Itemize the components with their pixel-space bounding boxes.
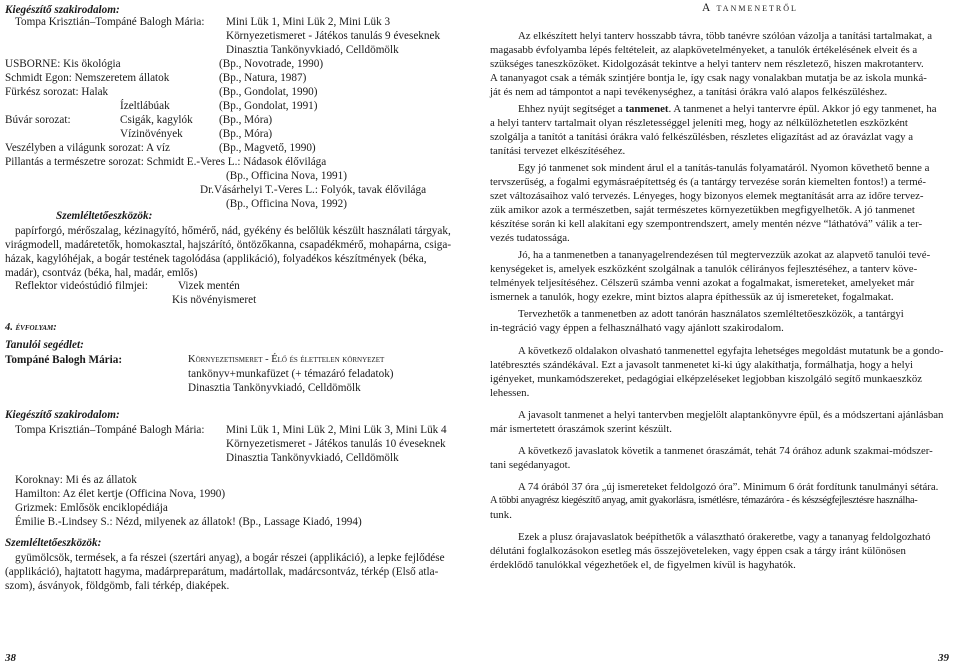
paragraph-line: érdeklődő tanulókkal végezhetőek el, de figyelmen kívül is hagyhatók. [490, 559, 796, 571]
paragraph-line: telmények teljesítéséhez. Célszerű számba venni azokat a fogalmakat, ismereteket, amelyeket már [490, 277, 915, 289]
heading-szemlelteto-eszkozok: Szemléltetőeszközök: [56, 210, 153, 222]
book-publisher: (Bp., Novotrade, 1990) [219, 58, 324, 70]
right-page [490, 0, 960, 666]
book-publisher: Dinasztia Tankönyvkiadó, Celldömölk [226, 452, 399, 464]
book-item: Koroknay: Mi és az állatok [15, 474, 137, 486]
book-item: USBORNE: Kis ökológia [5, 58, 121, 70]
paragraph-line: tunk. [490, 509, 512, 521]
book-series: Búvár sorozat: [5, 114, 71, 126]
book-item: Grizmek: Emlősök enciklopédiája [15, 502, 168, 514]
book-item: Veszélyben a világunk sorozat: A víz [5, 142, 170, 154]
paragraph-line: A 74 órából 37 óra „új ismereteket feldolgozó óra”. Minimum 6 órát fordítunk tanulmányi sétára. [518, 481, 939, 493]
paragraph-line: szükséges taneszközöket. Kidolgozását tekintve a helyi tanterv nem részletező, hiszen makrotanterv. [490, 58, 924, 70]
book-item: Dr.Vásárhelyi T.-Veres L.: Folyók, tavak élővilága [200, 184, 427, 196]
page-number: 39 [938, 652, 949, 664]
tools-text: (applikáció), hajtatott hagyma, madárpreparátum, madártollak, madárcsontváz, térkép (Első atla- [5, 566, 439, 578]
heading-evfolyam: 4. évfolyam: [5, 322, 57, 333]
paragraph-line: A következő oldalakon olvasható tanmenettel egyfajta lehetséges megoldást mutatunk be a gondo- [518, 345, 944, 357]
book-publisher: (Bp., Officina Nova, 1991) [226, 170, 347, 182]
left-page [0, 0, 470, 666]
segedlet-author: Tompáné Balogh Mária: [5, 354, 123, 366]
paragraph-line: Tervezhetők a tanmenetben az adott tanórán használatos szemléltetőeszközök, a tantárgyi [518, 308, 904, 320]
book-item: Fürkész sorozat: Halak [5, 86, 109, 98]
paragraph-line: A tananyagot csak a témák szintjére bontja le, így csak nagy vonalakban mutatja be az iskola munká- [490, 72, 927, 84]
book-item: Émilie B.-Lindsey S.: Nézd, milyenek az állatok! (Bp., Lassage Kiadó, 1994) [15, 516, 362, 528]
book-publisher: (Bp., Móra) [219, 128, 273, 140]
paragraph-line: ismernek a tanulók, hogy ezekre, mint biztos alapra építhessük az új ismereteket, fogalmakat. [490, 291, 894, 303]
book-item: Ízeltlábúak [120, 100, 170, 112]
tools-text: madár), csontváz (béka, hal, madár, emlős) [5, 267, 198, 279]
segedlet-publisher: Dinasztia Tankönyvkiadó, Celldömölk [188, 382, 361, 394]
paragraph-line: latébresztés szándékával. Ezt a javasolt tanmenetet ki-ki úgy alakíthatja, formálhatja, hogy a helyi [490, 359, 914, 371]
page-number: 38 [5, 652, 16, 664]
paragraph-line: vezés tudatossága. [490, 232, 570, 244]
paragraph-line: készítése során ki kell alakítani egy szempontrendszert, amely mentén nézve “láthatóvá” válik a ter- [490, 218, 923, 230]
book-item: Vízinövények [120, 128, 183, 140]
book-publisher: (Bp., Gondolat, 1990) [219, 86, 318, 98]
tools-text: virágmodell, madáretetők, homokasztal, hajszárító, öntözőkanna, csapadékmérő, mohapárna, csiga- [5, 239, 452, 251]
paragraph-line: A következő javaslatok követik a tanmenet óraszámát, tehát 74 órához adunk szakmai-módszer- [518, 445, 933, 457]
paragraph-line: kenységeket is, amelyek eszközként szolgálnak a tanulók célirányos fejlesztéséhez, a tanterv köve- [490, 263, 918, 275]
film-title: Kis növényismeret [172, 294, 257, 306]
book-author: Tompa Krisztián–Tompáné Balogh Mária: [15, 424, 205, 436]
paragraph-line: tervszerűség, a fogalmi egymásraépítettség és (a tantárgy tervezése során kiemelten fontos!) a termé- [490, 176, 926, 188]
paragraph-line [518, 102, 937, 116]
paragraph-line: Az elkészített helyi tanterv hosszabb távra, több tanévre szólóan vázolja a tanítási tartalmakat, a [518, 30, 933, 42]
book-publisher: (Bp., Magvető, 1990) [219, 142, 316, 154]
page-title: A tanmenetről [702, 2, 798, 14]
tools-text: házak, kagylóhéjak, a bogár testének tagolódása (applikáció), folyadékos készítmények (béka, [5, 253, 427, 265]
text-segment: Ehhez nyújt segítséget a [518, 103, 626, 115]
paragraph-line: Ezek a plusz órajavaslatok beépíthetők a választható órakeretbe, vagy a tananyag feldolgozható [518, 531, 931, 543]
heading-tanuloi-segedlet: Tanulói segédlet: [5, 339, 84, 351]
paragraph-line: Jó, ha a tanmenetben a tananyagelrendezésen túl megtervezzük azokat az alapvető tanulói tevé- [518, 249, 931, 261]
book-item: Hamilton: Az élet kertje (Officina Nova, 1990) [15, 488, 226, 500]
book-item: Pillantás a természetre sorozat: Schmidt E.-Veres L.: Nádasok élővilága [5, 156, 327, 168]
paragraph-line: tanítási tervezet elkészítéséhez. [490, 145, 626, 157]
book-title: Mini Lük 1, Mini Lük 2, Mini Lük 3, Mini Lük 4 [226, 424, 447, 436]
book-item: Schmidt Egon: Nemszeretem állatok [5, 72, 170, 84]
heading-szemlelteto-eszkozok-2: Szemléltetőeszközök: [5, 537, 102, 549]
paragraph-line: tani segédanyagot. [490, 459, 571, 471]
paragraph-line: szolgálja a tanítót a tanítási órákra való felkészülésben, részletes eligazítást ad az óravázlat vagy a [490, 131, 913, 143]
book-subtitle: Környezetismeret - Játékos tanulás 10 éveseknek [226, 438, 446, 450]
segedlet-subtitle: tankönyv+munkafüzet (+ témazáró feladatok) [188, 368, 394, 380]
paragraph-line: in-tegráció vagy éppen a felhasználható vagy ajánlott szakirodalom. [490, 322, 784, 334]
paragraph-line: szet változásaihoz való tervezés. Lényeges, hogy bizonyos elemek megtanítását arra az időre tervez- [490, 190, 924, 202]
book-publisher: (Bp., Móra) [219, 114, 273, 126]
paragraph-line: délutáni foglalkozásokon esetleg más összejöveteleken, vagy éppen csak a tárgy iránt különösen [490, 545, 906, 557]
tools-text: szom), ásványok, földgömb, fali térkép, diaképek. [5, 580, 230, 592]
paragraph-line: lehessen. [490, 387, 530, 399]
paragraph-line: magasabb évfolyamba lépés feltételeit, az alapkövetelményeket, a tanulók értékelésének elveit és a [490, 44, 918, 56]
text-segment: . A tanmenet a helyi tantervre épül. Akkor jó egy tanmenet, ha [668, 103, 937, 115]
book-title: Mini Lük 1, Mini Lük 2, Mini Lük 3 [226, 16, 391, 28]
paragraph-line: A javasolt tanmenet a helyi tantervben megjelölt alaptankönyvre épül, és a módszertani ajánlásban [518, 409, 944, 421]
segedlet-title: Környezetismeret - Élő és élettelen környezet [188, 354, 385, 365]
paragraph-line: zük amikor azok a természetben, saját természetes környezetükben megfigyelhetők. A jó tanmenet [490, 204, 915, 216]
book-subtitle: Környezetismeret - Játékos tanulás 9 éveseknek [226, 30, 441, 42]
book-publisher: (Bp., Natura, 1987) [219, 72, 307, 84]
paragraph-line: Egy jó tanmenet sok mindent árul el a tanítás-tanulás folyamatáról. Nyomon követhető benne a [518, 162, 930, 174]
heading-kiegeszito-szakirodalom: Kiegészítő szakirodalom: [5, 4, 120, 16]
tools-text: gyümölcsök, termések, a fa részei (szertári anyag), a bogár részei (applikáció), a lepke fejlődése [15, 552, 445, 564]
paragraph-line: igényeket, munkamódszereket, pedagógiai elképzeléseket legjobban kiszolgáló segítő munkaeszköz [490, 373, 923, 385]
paragraph-line: A többi anyagrész kiegészítő anyag, amit gyakorlásra, ismétlésre, témazáróra - és készségfejlesztésre használha- [490, 495, 918, 506]
book-author: Tompa Krisztián–Tompáné Balogh Mária: [15, 16, 205, 28]
heading-kiegeszito-szakirodalom-2: Kiegészítő szakirodalom: [5, 409, 120, 421]
emphasis-tanmenet: tanmenet [625, 103, 669, 115]
book-publisher: Dinasztia Tankönyvkiadó, Celldömölk [226, 44, 399, 56]
paragraph-line: a helyi tanterv tartalmait olyan részletességgel jeleníti meg, hogy az nélkülözhetetlen eszközként [490, 117, 908, 129]
film-title: Vizek mentén [178, 280, 240, 292]
book-publisher: (Bp., Officina Nova, 1992) [226, 198, 347, 210]
tools-text: papírforgó, mérőszalag, kézinagyító, hőmérő, nád, gyékény és belőlük készült használati tárgyak, [15, 225, 451, 237]
book-publisher: (Bp., Gondolat, 1991) [219, 100, 318, 112]
film-label: Reflektor videóstúdió filmjei: [15, 280, 148, 292]
paragraph-line: már ismertetett óraszámok szerint készült. [490, 423, 672, 435]
paragraph-line: ját és nem ad támpontot a napi tevékenységhez, a tanítási órákra való alapos felkészüléshez. [490, 86, 888, 98]
book-item: Csigák, kagylók [120, 114, 193, 126]
